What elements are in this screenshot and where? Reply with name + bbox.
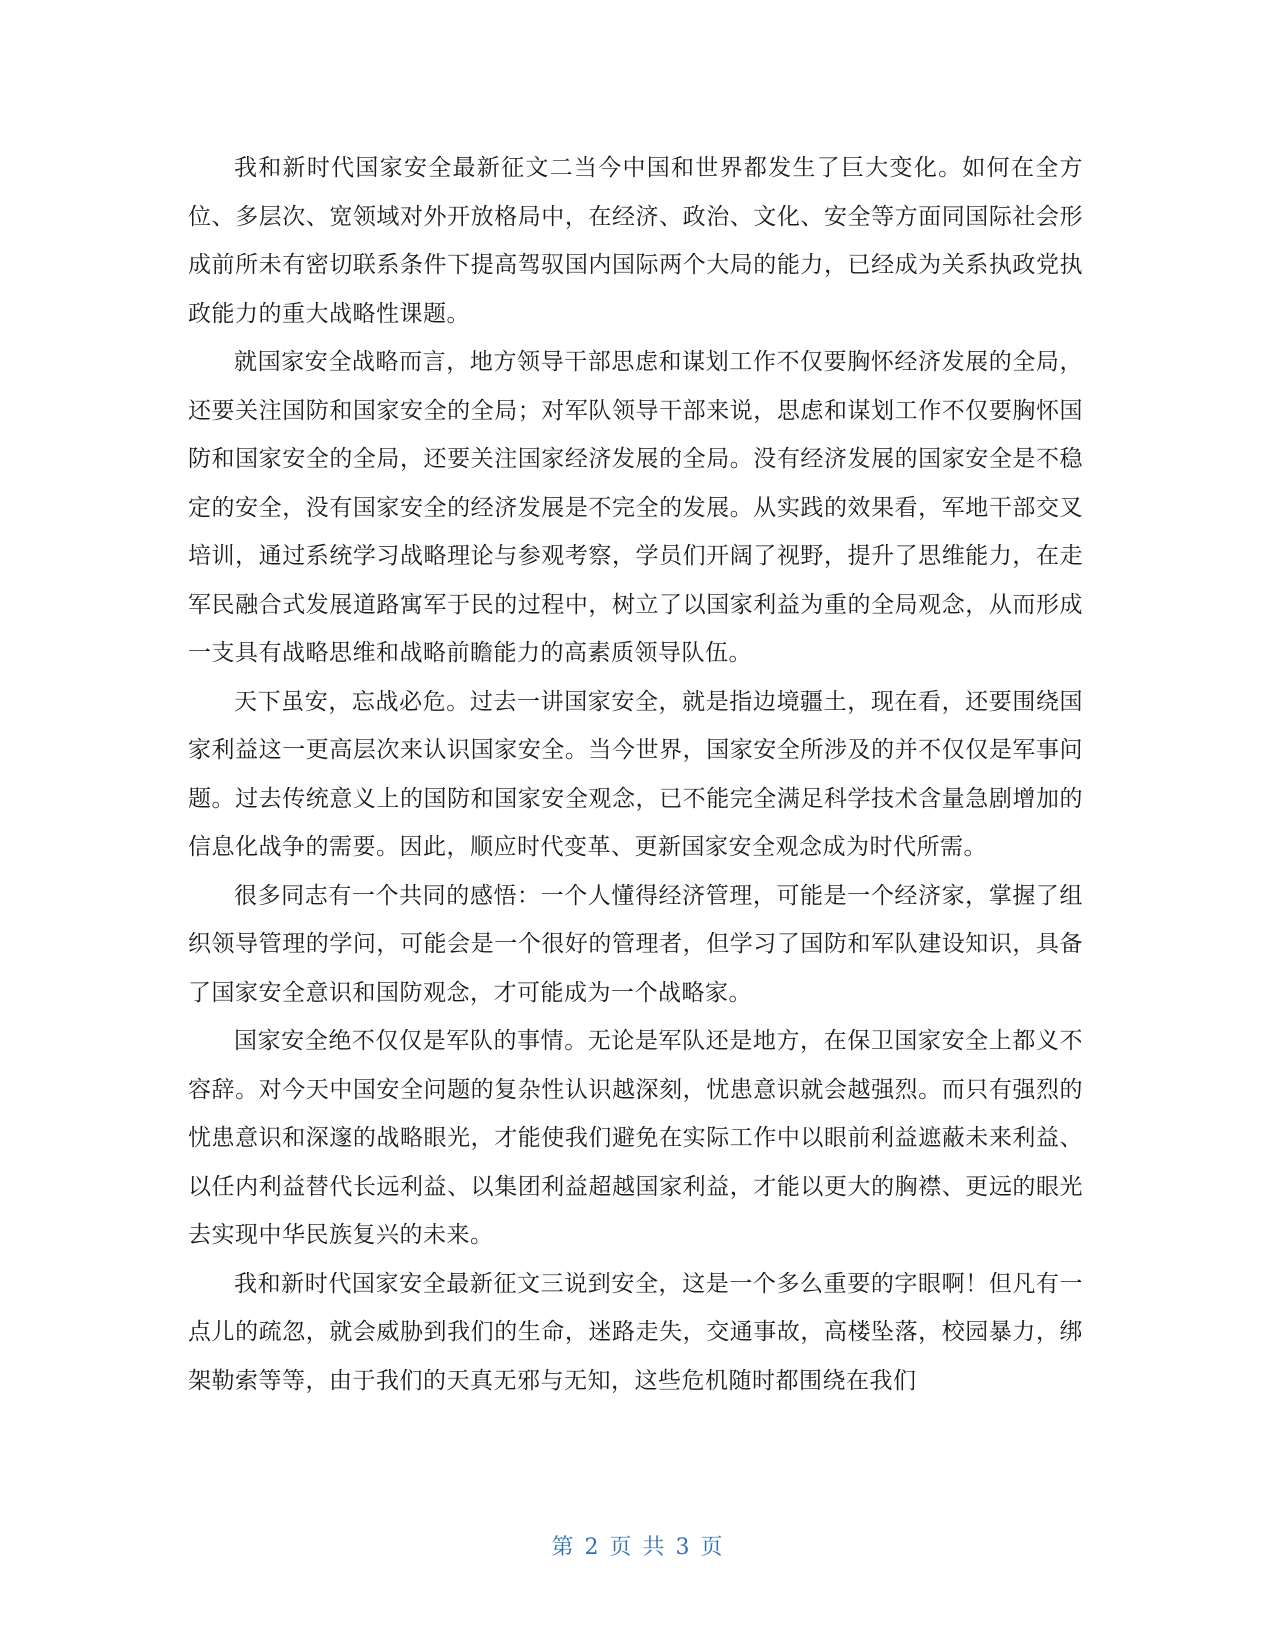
- paragraph-4: 很多同志有一个共同的感悟：一个人懂得经济管理，可能是一个经济家，掌握了组织领导管理的学问，可能会是一个很好的管理者，但学习了国防和军队建设知识，具备了国家安全意识和国防观念，才可能成为一个战略家。: [188, 882, 1083, 1006]
- footer-page-word: 页: [609, 1535, 633, 1560]
- page-footer: [0, 1530, 1275, 1561]
- footer-prefix: 第: [551, 1535, 575, 1560]
- footer-suffix: 页: [700, 1535, 724, 1560]
- footer-current-page: 2: [584, 1535, 600, 1560]
- paragraph-1: 我和新时代国家安全最新征文二当今中国和世界都发生了巨大变化。如何在全方位、多层次、宽领域对外开放格局中，在经济、政治、文化、安全等方面同国际社会形成前所未有密切联系条件下提高驾驭国内国际两个大局的能力，已经成为关系执政党执政能力的重大战略性课题。: [188, 155, 1083, 327]
- paragraph-5: 国家安全绝不仅仅是军队的事情。无论是军队还是地方，在保卫国家安全上都义不容辞。对今天中国安全问题的复杂性认识越深刻，忧患意识就会越强烈。而只有强烈的忧患意识和深邃的战略眼光，才能使我们避免在实际工作中以眼前利益遮蔽未来利益、以任内利益替代长远利益、以集团利益超越国家利益，才能以更大的胸襟、更远的眼光去实现中华民族复兴的未来。: [188, 1028, 1083, 1248]
- footer-total-pages: 3: [675, 1535, 691, 1560]
- footer-total-label: 共: [642, 1535, 666, 1560]
- paragraph-3: 天下虽安，忘战必危。过去一讲国家安全，就是指边境疆土，现在看，还要围绕国家利益这一更高层次来认识国家安全。当今世界，国家安全所涉及的并不仅仅是军事问题。过去传统意义上的国防和国家安全观念，已不能完全满足科学技术含量急剧增加的信息化战争的需要。因此，顺应时代变革、更新国家安全观念成为时代所需。: [188, 688, 1083, 860]
- document-body: [188, 144, 1083, 1405]
- paragraph-6: 我和新时代国家安全最新征文三说到安全，这是一个多么重要的字眼啊！但凡有一点儿的疏忽，就会威胁到我们的生命，迷路走失，交通事故，高楼坠落，校园暴力，绑架勒索等等，由于我们的天真无邪与无知，这些危机随时都围绕在我们: [188, 1270, 1083, 1394]
- paragraph-2: 就国家安全战略而言，地方领导干部思虑和谋划工作不仅要胸怀经济发展的全局，还要关注国防和国家安全的全局；对军队领导干部来说，思虑和谋划工作不仅要胸怀国防和国家安全的全局，还要关注国家经济发展的全局。没有经济发展的国家安全是不稳定的安全，没有国家安全的经济发展是不完全的发展。从实践的效果看，军地干部交叉培训，通过系统学习战略理论与参观考察，学员们开阔了视野，提升了思维能力，在走军民融合式发展道路寓军于民的过程中，树立了以国家利益为重的全局观念，从而形成一支具有战略思维和战略前瞻能力的高素质领导队伍。: [188, 349, 1083, 666]
